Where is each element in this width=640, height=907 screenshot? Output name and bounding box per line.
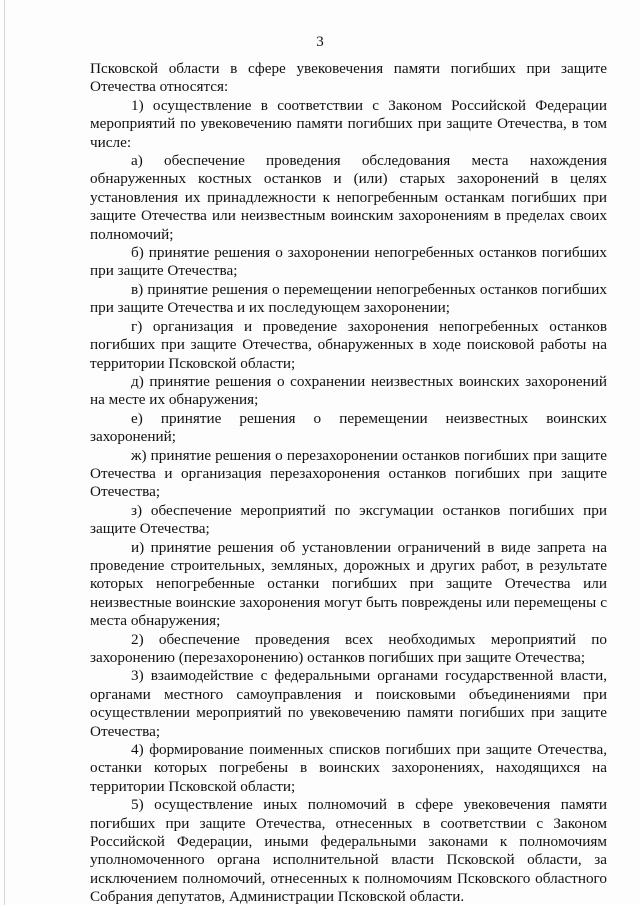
paragraph-item-4: 4) формирование поименных списков погибших при защите Отечества, останки которых погребены в воинских захоронениях, находящихся на территории Псковской области; <box>90 741 607 795</box>
paragraph-item-2: 2) обеспечение проведения всех необходимых мероприятий по захоронению (перезахоронению) останков погибших при защите Отечества; <box>90 630 607 666</box>
paragraph-subitem-i: и) принятие решения об установлении ограничений в виде запрета на проведение строительных, земляных, дорожных и других работ, в результате которых непогребенные останки погибших при защите Отечества или неизвестные воинские захоронения могут быть повреждены или перемещены с места обнаружения; <box>90 538 607 630</box>
paragraph-subitem-z: з) обеспечение мероприятий по эксгумации останков погибших при защите Отечества; <box>90 501 607 538</box>
document-body <box>90 60 607 907</box>
paragraph-item-1: 1) осуществление в соответствии с Законом Российской Федерации мероприятий по увековечению памяти погибших при защите Отечества, в том числе: <box>90 96 607 151</box>
page-number: 3 <box>316 34 324 50</box>
paragraph-item-5: 5) осуществление иных полномочий в сфере увековечения памяти погибших при защите Отечества, отнесенных в соответствии с Законом Российской Федерации, иными федеральными законами к полномочиям уполномоченного органа исполнительной власти Псковской области, за исключением полномочий, отнесенных к полномочиям Псковского областного Собрания депутатов, Администрации Псковской области. <box>90 796 607 906</box>
paragraph-subitem-d: д) принятие решения о сохранении неизвестных воинских захоронений на месте их обнаружения; <box>90 372 607 409</box>
paragraph-subitem-v: в) принятие решения о перемещении непогребенных останков погибших при защите Отечества и их последующем захоронении; <box>90 280 607 317</box>
paragraph-subitem-e: е) принятие решения о перемещении неизвестных воинских захоронений; <box>90 409 607 446</box>
paragraph-subitem-g: г) организация и проведение захоронения непогребенных останков погибших при защите Отечества, обнаруженных в ходе поисковой работы на территории Псковской области; <box>90 317 607 372</box>
paragraph-subitem-zh: ж) принятие решения о перезахоронении останков погибших при защите Отечества и организация перезахоронения останков погибших при защите Отечества; <box>90 446 607 501</box>
paragraph-item-3: 3) взаимодействие с федеральными органами государственной власти, органами местного самоуправления и поисковыми объединениями при осуществлении мероприятий по увековечению памяти погибших при защите Отечества; <box>90 667 607 740</box>
paragraph-subitem-b: б) принятие решения о захоронении непогребенных останков погибших при защите Отечества; <box>90 244 607 280</box>
paragraph-subitem-a: а) обеспечение проведения обследования места нахождения обнаруженных костных останков и (или) старых захоронений в целях установления их принадлежности к непогребенным останкам погибших при защите Отечества или неизвестным воинским захоронениям в пределах своих полномочий; <box>90 152 607 243</box>
paragraph-intro: Псковской области в сфере увековечения памяти погибших при защите Отечества относятся: <box>90 60 607 96</box>
